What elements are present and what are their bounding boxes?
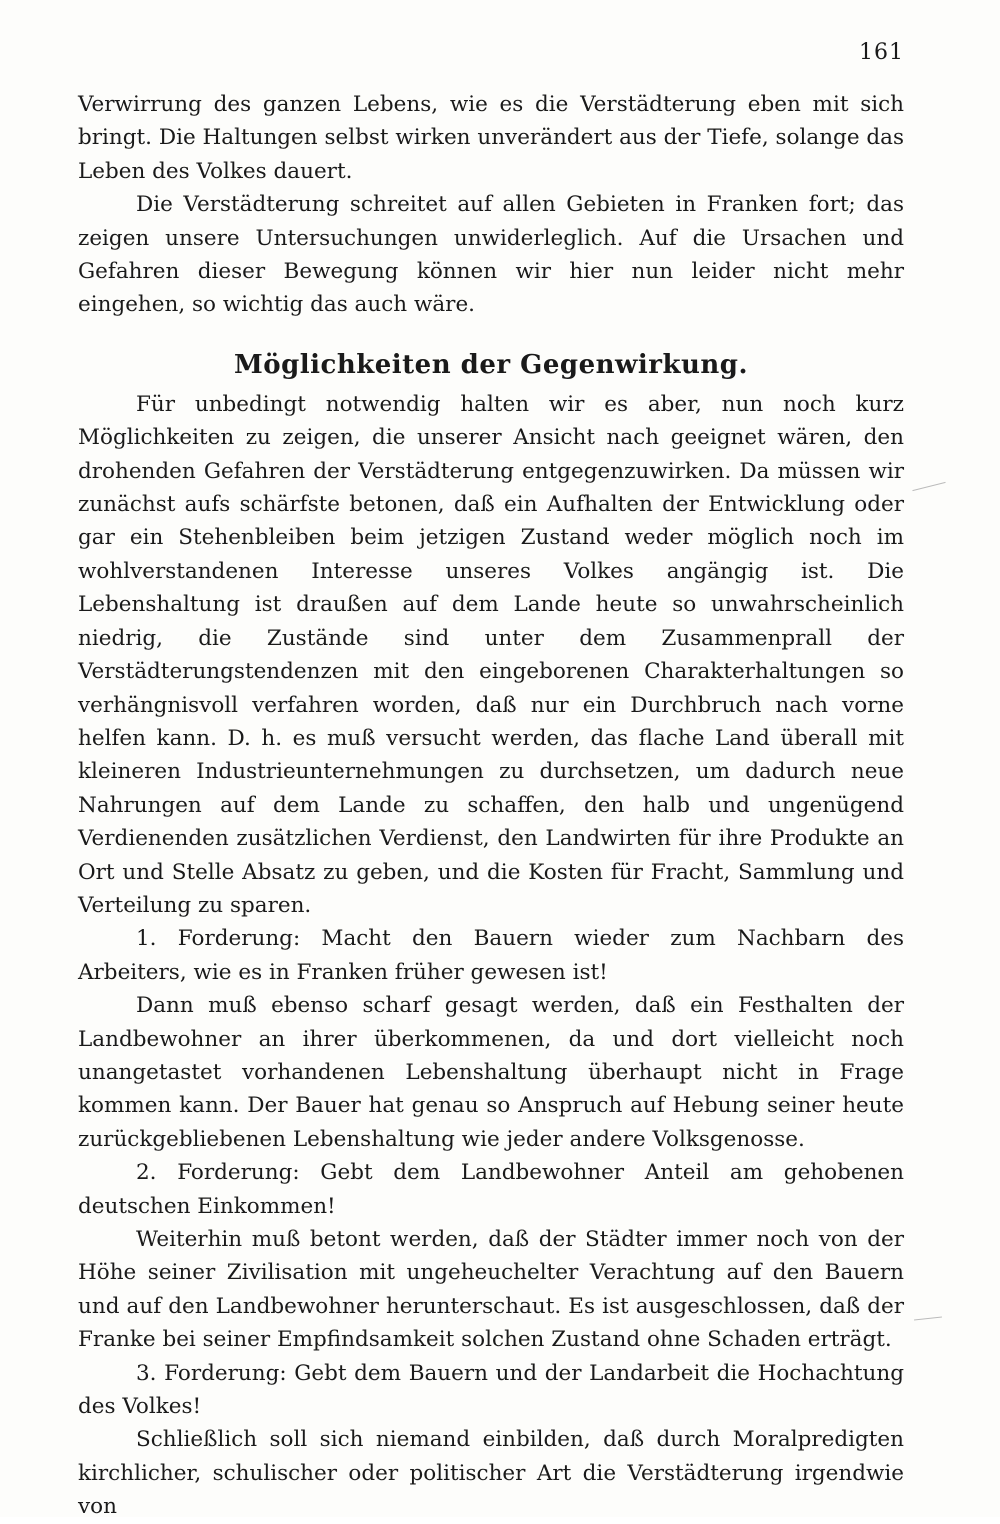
- paragraph-living-standard: Dann muß ebenso scharf gesagt werden, daß ein Festhalten der Landbewohner an ihrer überkommenen, da und dort vielleicht noch unangetastet vorhandenen Lebenshaltung überhaupt nicht in Frage kommen kann. Der Bauer hat genau so Anspruch auf Hebung seiner heute zurückgebliebenen Lebenshaltung wie jeder andere Volksgenosse.: [78, 993, 904, 1152]
- section-heading: Möglichkeiten der Gegenwirkung.: [233, 349, 749, 380]
- demand-3: 3. Forderung: Gebt dem Bauern und der Landarbeit die Hochachtung des Volkes!: [78, 1360, 904, 1420]
- page-number: 161: [859, 40, 904, 65]
- margin-pencil-mark: [912, 482, 945, 491]
- paragraph-contempt: Weiterhin muß betont werden, daß der Städter immer noch von der Höhe seiner Zivilisation mit ungeheuchelter Verachtung auf den Bauern und auf den Landbewohner herunterschaut. Es ist ausgeschlossen, daß der Franke bei seiner Empfindsamkeit solchen Zustand ohne Schaden erträgt.: [78, 1227, 904, 1353]
- intro-paragraph: Verwirrung des ganzen Lebens, wie es die Verstädterung eben mit sich bringt. Die Haltungen selbst wirken unverändert aus der Tiefe, solange das Leben des Volkes dauert.: [78, 92, 904, 184]
- margin-pencil-mark: [914, 1317, 942, 1321]
- page-body: [78, 88, 904, 1524]
- demand-2: 2. Forderung: Gebt dem Landbewohner Anteil am gehobenen deutschen Einkommen!: [78, 1160, 904, 1219]
- demand-1: 1. Forderung: Macht den Bauern wieder zum Nachbarn des Arbeiters, wie es in Franken früher gewesen ist!: [78, 926, 904, 985]
- paragraph-moral-sermons: Schließlich soll sich niemand einbilden, daß durch Moralpredigten kirchlicher, schulischer oder politischer Art die Verstädterung irgendwie von: [78, 1427, 904, 1520]
- paragraph-urbanization: Die Verstädterung schreitet auf allen Gebieten in Franken fort; das zeigen unsere Untersuchungen unwiderleglich. Auf die Ursachen und Gefahren dieser Bewegung können wir hier nun leider nicht mehr eingehen, so wichtig das auch wäre.: [78, 192, 904, 318]
- paragraph-countermeasures: Für unbedingt notwendig halten wir es aber, nun noch kurz Möglichkeiten zu zeigen, die unserer Ansicht nach geeignet wären, den drohenden Gefahren der Verstädterung entgegenzuwirken. Da müssen wir zunächst aufs schärfste betonen, daß ein Aufhalten der Entwicklung oder gar ein Stehenbleiben beim jetzigen Zustand weder möglich noch im wohlverstandenen Interesse unseres Volkes angängig ist. Die Lebenshaltung ist draußen auf dem Lande heute so unwahrscheinlich niedrig, die Zustände sind unter dem Zusammenprall der Verstädterungstendenzen mit den eingeborenen Charakterhaltungen so verhängnisvoll verfahren worden, daß nur ein Durchbruch nach vorne helfen kann. D. h. es muß versucht werden, das flache Land überall mit kleineren Industrieunternehmungen zu durchsetzen, um dadurch neue Nahrungen auf dem Lande zu schaffen, den halb und ungenügend Verdienenden zusätzlichen Verdienst, den Landwirten für ihre Produkte an Ort und Stelle Absatz zu geben, und die Kosten für Fracht, Sammlung und Verteilung zu sparen.: [78, 391, 904, 918]
